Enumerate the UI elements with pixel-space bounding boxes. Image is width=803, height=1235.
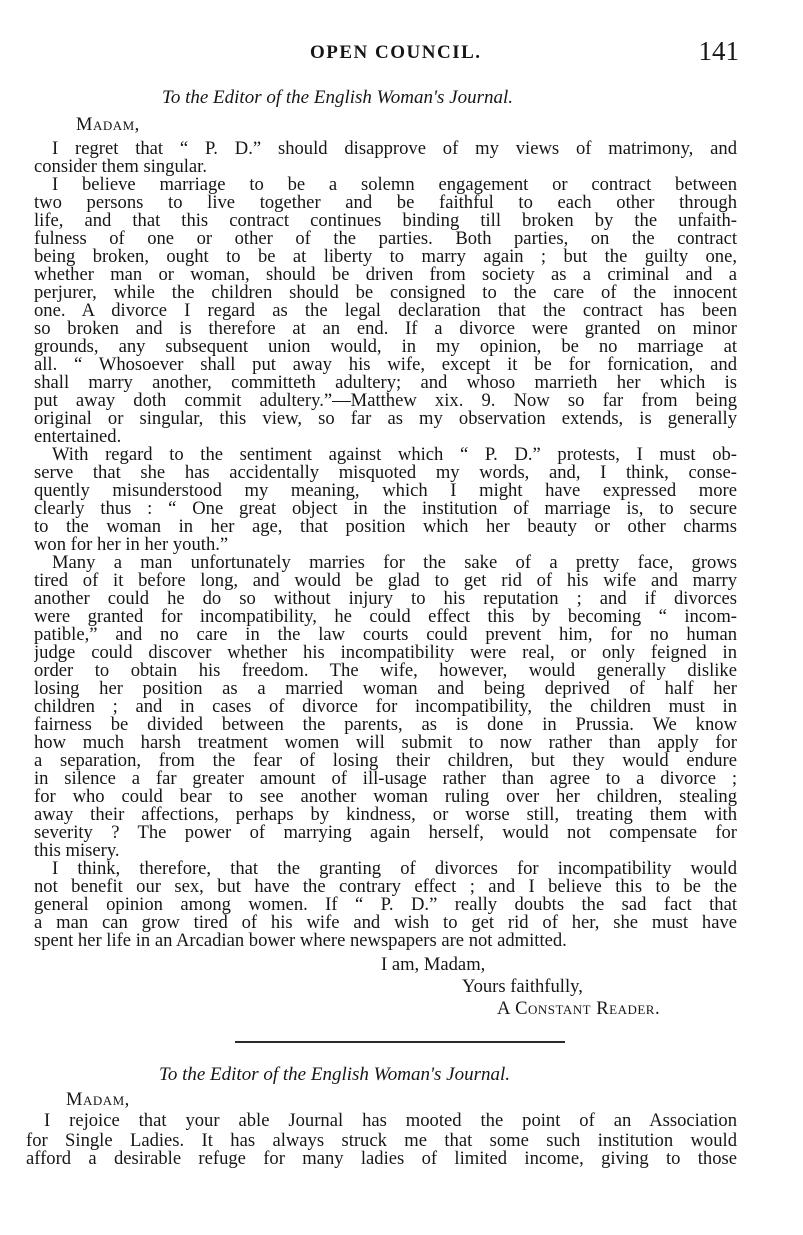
body-line: a separation, from the fear of losing their children, but they would endure [34, 750, 737, 771]
body-line: for Single Ladies. It has always struck me that some such institution would [26, 1130, 737, 1151]
body-line: severity ? The power of marrying again herself, would not compensate for [34, 822, 737, 843]
body-line: entertained. [34, 426, 122, 447]
letter-2-salutation: Madam, [66, 1090, 130, 1110]
body-line: perjurer, while the children should be consigned to the care of the innocent [34, 282, 737, 303]
body-line: I believe marriage to be a solemn engagement or contract between [52, 174, 737, 195]
body-line: this misery. [34, 840, 120, 861]
body-line: put away doth commit adultery.”—Matthew xix. 9. Now so far from being [34, 390, 737, 411]
body-line: being broken, ought to be at liberty to marry again ; but the guilty one, [34, 246, 737, 267]
letter-1-closing: I am, Madam, [381, 954, 486, 975]
body-line: quently misunderstood my meaning, which I might have expressed more [34, 480, 737, 501]
body-line: general opinion among women. If “ P. D.” really doubts the sad fact that [34, 894, 737, 915]
body-line: whether man or woman, should be driven from society as a criminal and a [34, 264, 737, 285]
letter-1-heading: To the Editor of the English Woman's Journal. [162, 87, 514, 108]
body-line: serve that she has accidentally misquoted my words, and, I think, conse- [34, 462, 737, 483]
body-line: all. “ Whosoever shall put away his wife, except it be for fornication, and [34, 354, 737, 375]
body-line: I rejoice that your able Journal has mooted the point of an Association [44, 1110, 737, 1131]
section-divider [235, 1041, 565, 1043]
body-line: not benefit our sex, but have the contrary effect ; and I believe this to be the [34, 876, 737, 897]
body-line: two persons to live together and be faithful to each other through [34, 192, 737, 213]
body-line: original or singular, this view, so far as my observation extends, is generally [34, 408, 737, 429]
letter-1-signature [497, 998, 660, 1020]
body-line: shall marry another, committeth adultery; and whoso marrieth her which is [34, 372, 737, 393]
body-line: fairness be divided between the parents, as is done in Prussia. We know [34, 714, 737, 735]
body-line: I regret that “ P. D.” should disapprove of my views of matrimony, and [52, 138, 737, 159]
body-line: consider them singular. [34, 156, 207, 177]
body-line: order to obtain his freedom. The wife, however, would generally dislike [34, 660, 737, 681]
body-line: grounds, any subsequent union would, in my opinion, be no marriage at [34, 336, 737, 357]
body-line: losing her position as a married woman and being deprived of half her [34, 678, 737, 699]
body-line: in silence a far greater amount of ill-usage rather than agree to a divorce ; [34, 768, 737, 789]
body-line: one. A divorce I regard as the legal declaration that the contract has been [34, 300, 737, 321]
body-line: fulness of one or other of the parties. Both parties, on the contract [34, 228, 737, 249]
body-line: away their affections, perhaps by kindness, or worse still, treating them with [34, 804, 737, 825]
letter-1-salutation: Madam, [76, 115, 140, 135]
body-line: a man can grow tired of his wife and wish to get rid of her, she must have [34, 912, 737, 933]
body-line: patible,” and no care in the law courts could prevent him, for no human [34, 624, 737, 645]
body-line: were granted for incompatibility, he could effect this by becoming “ incom- [34, 606, 737, 627]
body-line: life, and that this contract continues binding till broken by the unfaith- [34, 210, 737, 231]
body-line: clearly thus : “ One great object in the institution of marriage is, to secure [34, 498, 737, 519]
body-line: for who could bear to see another woman ruling over her children, stealing [34, 786, 737, 807]
body-line: Many a man unfortunately marries for the sake of a pretty face, grows [52, 552, 737, 573]
body-line: to the woman in her age, that position which her beauty or other charms [34, 516, 737, 537]
body-line: I think, therefore, that the granting of divorces for incompatibility would [52, 858, 737, 879]
signature-initial: A [497, 998, 510, 1019]
body-line: tired of it before long, and would be glad to get rid of his wife and marry [34, 570, 737, 591]
body-line: another could he do so without injury to his reputation ; and if divorces [34, 588, 737, 609]
signature-name: Constant Reader. [515, 998, 661, 1019]
letter-1-valediction: Yours faithfully, [462, 976, 583, 997]
running-head [0, 36, 803, 66]
body-line: how much harsh treatment women will submit to now rather than apply for [34, 732, 737, 753]
page-number: 141 [698, 36, 739, 66]
body-line: won for her in her youth.” [34, 534, 229, 555]
body-line: children ; and in cases of divorce for incompatibility, the children must in [34, 696, 737, 717]
running-title: OPEN COUNCIL. [310, 42, 482, 63]
body-line: judge could discover whether his incompatibility were real, or only feigned in [34, 642, 737, 663]
body-line: afford a desirable refuge for many ladies of limited income, giving to those [26, 1148, 737, 1169]
letter-2-heading: To the Editor of the English Woman's Journal. [159, 1064, 511, 1085]
body-line: spent her life in an Arcadian bower where newspapers are not admitted. [34, 930, 567, 951]
body-line: With regard to the sentiment against which “ P. D.” protests, I must ob- [52, 444, 737, 465]
body-line: so broken and is therefore at an end. If a divorce were granted on minor [34, 318, 737, 339]
